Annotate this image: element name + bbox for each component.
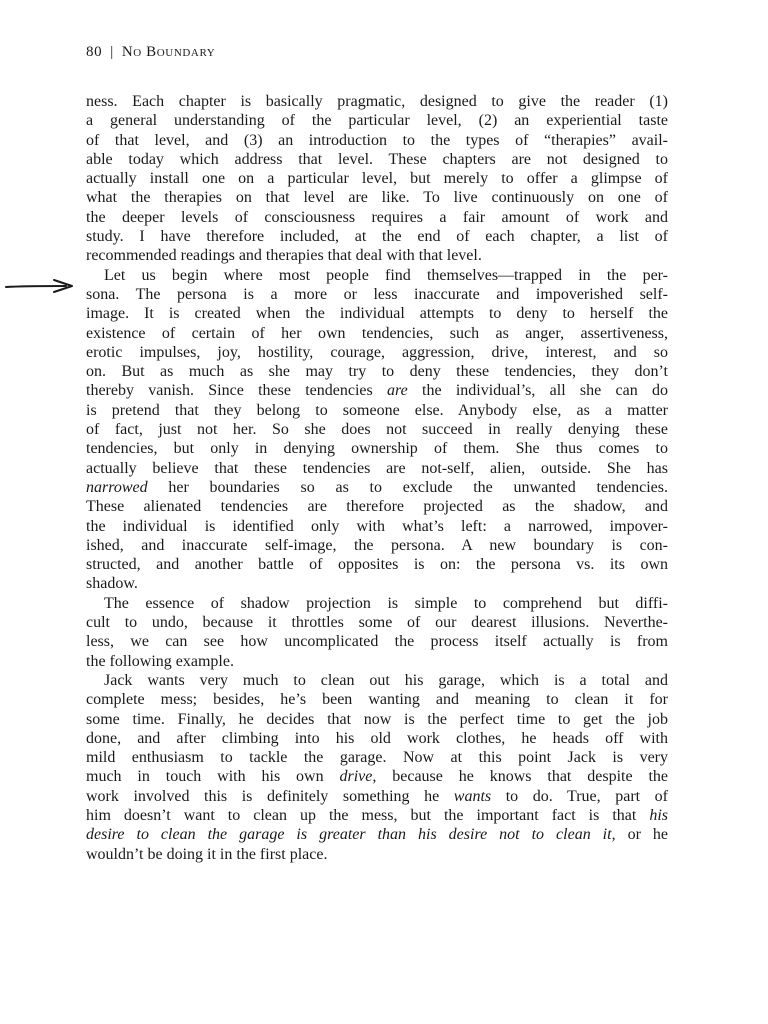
text-line: the individual is identified only with what’s left: a narrowed, impover- [86,517,668,535]
text-line: what the therapies on that level are like. To live continuously on one of [86,189,668,207]
paragraph [86,594,668,671]
body-text [86,92,668,864]
text-line: Let us begin where most people find themselves—trapped in the per- [104,266,668,284]
text-line: cult to undo, because it throttles some of our dearest illusions. Neverthe- [86,614,668,632]
text-line: of fact, just not her. So she does not succeed in really denying these [86,421,668,439]
text-line: the following example. [86,652,234,670]
text-line: mild enthusiasm to tackle the garage. Now at this point Jack is very [86,749,668,767]
text-line: desire to clean the garage is greater than his desire not to clean it, or he [86,826,668,844]
text-line: much in touch with his own drive, because he knows that despite the [86,768,669,786]
text-line: him doesn’t want to clean up the mess, but the important fact is that his [86,806,668,824]
text-line: existence of certain of her own tendencies, such as anger, assertiveness, [86,324,668,342]
text-line: the deeper levels of consciousness requires a fair amount of work and [86,208,668,226]
text-line: study. I have therefore included, at the end of each chapter, a list of [86,228,668,246]
text-line: work involved this is definitely something he wants to do. True, part of [86,787,669,805]
handwritten-arrow-icon [2,276,76,296]
text-line: erotic impulses, joy, hostility, courage, aggression, drive, interest, and so [86,343,668,361]
text-line: sona. The persona is a more or less inaccurate and impoverished self- [86,285,668,303]
paragraph [86,671,668,864]
paragraph [86,266,668,594]
text-line: done, and after climbing into his old work clothes, he heads off with [86,729,668,747]
text-line: shadow. [86,575,138,593]
text-line: ness. Each chapter is basically pragmatic, designed to give the reader (1) [86,93,668,110]
text-line: image. It is created when the individual attempts to deny to herself the [86,305,668,323]
text-line: narrowed her boundaries so as to exclude the unwanted tendencies. [86,478,668,496]
page-number: 80 [86,44,103,60]
paragraph [86,92,668,266]
text-line: actually install one on a particular level, but merely to offer a glimpse of [86,170,668,188]
text-line: wouldn’t be doing it in the first place. [86,845,328,863]
text-line: complete mess; besides, he’s been wanting and meaning to clean it for [86,691,668,709]
text-line: tendencies, but only in denying ownership of them. She thus comes to [86,440,668,458]
header-separator: | [110,44,114,60]
text-line: able today which address that level. These chapters are not designed to [86,150,668,168]
text-line: These alienated tendencies are therefore projected as the shadow, and [86,498,668,516]
running-head [86,44,215,61]
text-line: structed, and another battle of opposites is on: the persona vs. its own [86,556,668,574]
text-line: The essence of shadow projection is simple to comprehend but diffi- [104,594,668,612]
text-line: some time. Finally, he decides that now is the perfect time to get the job [86,710,668,728]
text-line: on. But as much as she may try to deny these tendencies, they don’t [86,363,668,381]
text-line: Jack wants very much to clean out his garage, which is a total and [104,671,668,689]
book-title: No Boundary [121,44,216,60]
text-line: thereby vanish. Since these tendencies are the individual’s, all she can do [86,382,668,400]
text-line: a general understanding of the particular level, (2) an experiential taste [86,112,668,130]
text-line: of that level, and (3) an introduction to the types of “therapies” avail- [86,131,668,149]
text-line: ished, and inaccurate self-image, the persona. A new boundary is con- [86,536,668,554]
text-line: is pretend that they belong to someone else. Anybody else, as a matter [86,401,668,419]
text-line: less, we can see how uncomplicated the process itself actually is from [86,633,668,651]
text-line: recommended readings and therapies that deal with that level. [86,247,482,265]
text-line: actually believe that these tendencies are not-self, alien, outside. She has [86,459,668,477]
